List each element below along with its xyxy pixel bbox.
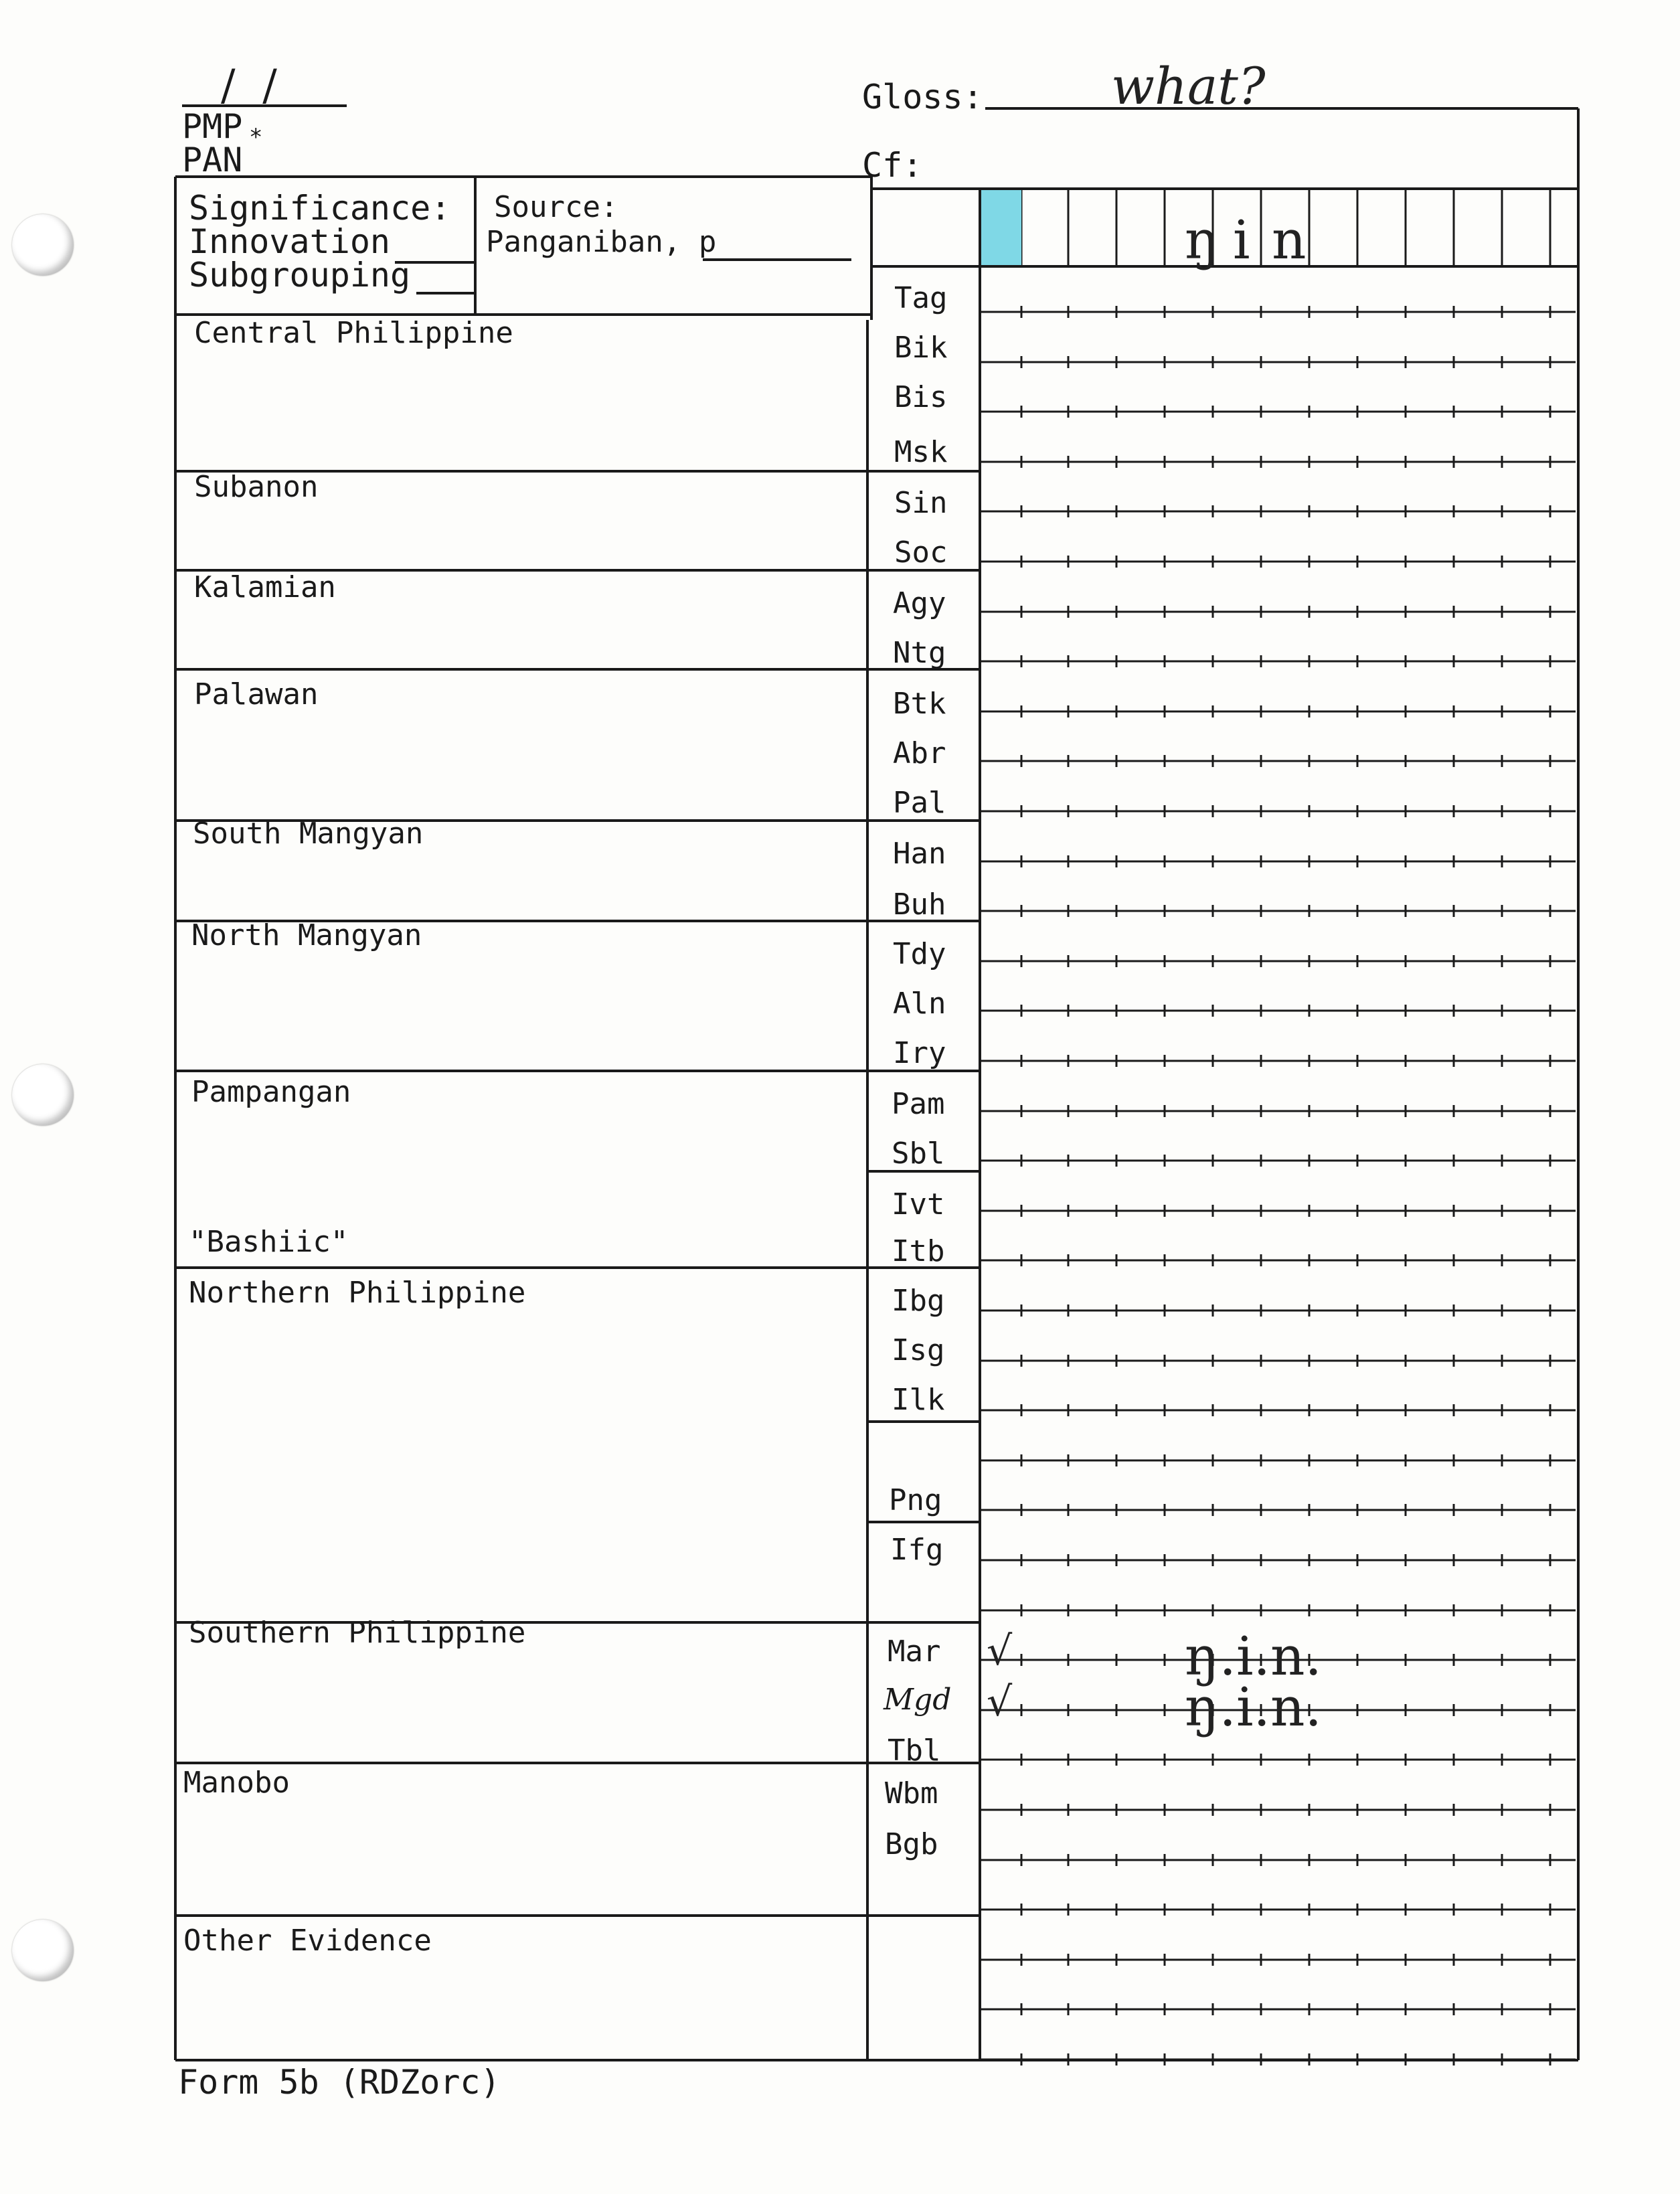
lang-ibg: Ibg [892,1284,945,1318]
lang-ifg: Ifg [890,1533,944,1567]
source-value: Panganiban, p [486,225,717,259]
lang-buh: Buh [893,888,946,922]
cf-label: Cf: [862,146,923,185]
lang-sin: Sin [894,486,948,520]
group-southern-philippine: Southern Philippine [189,1616,526,1650]
group-palawan: Palawan [194,677,319,711]
lang-btk: Btk [893,687,946,721]
lang-wbm: Wbm [885,1776,938,1810]
header-letter-2: i [1233,209,1250,271]
header-letter-3: n [1272,209,1307,271]
subgrouping-label: Subgrouping [189,256,411,294]
gloss-value: what? [1111,56,1266,116]
lang-tag: Tag [894,281,948,315]
gloss-label: Gloss: [862,78,983,116]
lang-soc: Soc [894,535,948,570]
group-north-mangyan: North Mangyan [191,918,422,952]
lang-pal: Pal [893,786,946,820]
lang-mgd: Mgd [884,1683,952,1717]
lang-msk: Msk [894,435,948,469]
form-footer: Form 5b (RDZorc) [178,2063,501,2102]
group-bashiic: "Bashiic" [189,1225,349,1259]
entry-mar-check: √ [987,1628,1013,1675]
lang-tbl: Tbl [888,1734,941,1768]
group-manobo: Manobo [183,1766,290,1800]
lang-han: Han [893,837,946,871]
lang-pam: Pam [892,1087,945,1121]
group-other-evidence: Other Evidence [183,1924,432,1958]
lang-ivt: Ivt [892,1187,945,1221]
lang-iry: Iry [893,1036,946,1070]
entry-mar-form: ŋ.i.n. [1185,1625,1322,1687]
group-central-philippine: Central Philippine [194,316,513,350]
group-south-mangyan: South Mangyan [193,817,424,851]
lang-isg: Isg [892,1333,945,1367]
lang-ilk: Ilk [892,1383,945,1417]
lang-mar: Mar [888,1634,941,1669]
lang-bis: Bis [894,380,948,414]
group-pampangan: Pampangan [191,1075,351,1109]
innovation-label: Innovation [189,222,391,261]
lang-bgb: Bgb [885,1827,938,1861]
lang-tdy: Tdy [893,937,946,971]
lang-bik: Bik [894,331,948,365]
significance-label: Significance: [189,189,451,228]
lang-aln: Aln [893,987,946,1021]
lang-ntg: Ntg [893,636,946,670]
lang-agy: Agy [893,586,946,620]
group-subanon: Subanon [194,470,319,504]
lang-itb: Itb [892,1234,945,1268]
group-kalamian: Kalamian [194,570,336,604]
lang-abr: Abr [893,736,946,770]
pan-label: PAN [182,141,243,179]
proto-form: / / [221,61,277,110]
entry-mgd-form: ŋ.i.n. [1185,1676,1322,1738]
pmp-label: PMP [182,107,243,146]
lang-sbl: Sbl [892,1136,945,1171]
source-label: Source: [494,190,618,224]
asterisk-icon: * [249,124,263,151]
header-letter-1: ŋ [1185,209,1220,271]
group-northern-philippine: Northern Philippine [189,1276,526,1310]
highlighted-header-cell [981,190,1021,265]
lang-png: Png [889,1483,942,1517]
entry-mgd-check: √ [987,1679,1013,1725]
